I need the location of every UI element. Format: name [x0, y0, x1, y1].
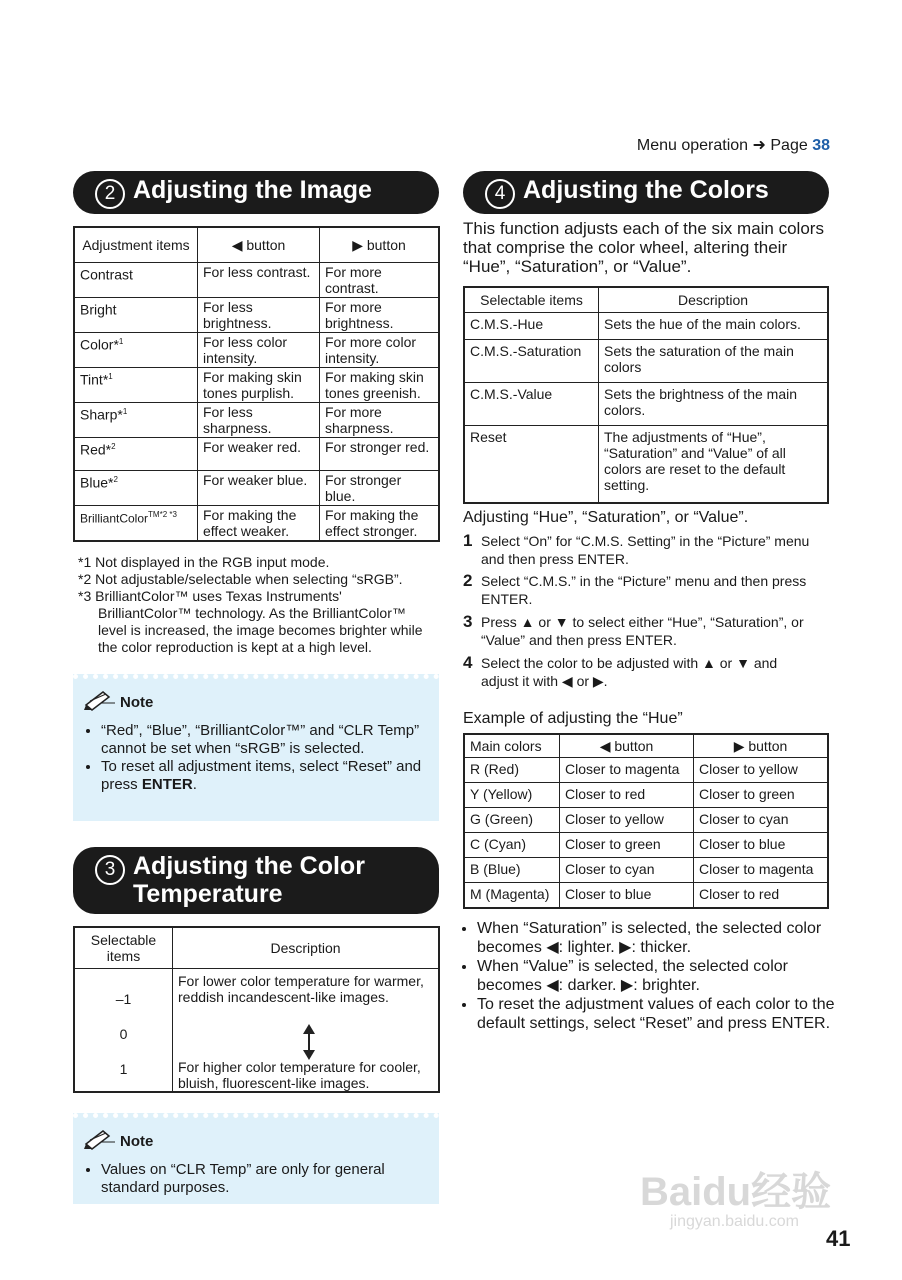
- table-row: [464, 426, 828, 504]
- section-heading-adjusting-image: [73, 171, 439, 214]
- footnote: *3 BrilliantColor™ uses Texas Instruments' BrilliantColor™ technology. As the BrilliantColor™ level is increased, the image becomes brighter while the color reproduction is kept at a high level.: [78, 588, 423, 655]
- note-item: • To reset all adjustment items, select “Reset” and press ENTER.: [101, 758, 429, 794]
- tip-item: • When “Value” is selected, the selected color becomes ◀: darker. ▶: brighter.: [477, 957, 845, 995]
- table-row: [464, 858, 828, 883]
- steps-title: Adjusting “Hue”, “Saturation”, or “Value”.: [463, 509, 749, 526]
- table-row: [74, 298, 439, 333]
- intro-text: This function adjusts each of the six main colors that comprise the color wheel, altering their “Hue”, “Saturation”, or “Value”.: [463, 219, 824, 276]
- table-cell: Closer to blue: [560, 883, 694, 909]
- table-cell: Closer to red: [560, 783, 694, 808]
- table-row: [74, 438, 439, 471]
- desc-low: For lower color temperature for warmer, reddish incandescent-like images.: [178, 973, 424, 1005]
- cell-item: Sharp*$^1$: [74, 403, 198, 438]
- table-row: [74, 263, 439, 298]
- cell-left: For less contrast.: [198, 263, 320, 298]
- table-cell: B (Blue): [464, 858, 560, 883]
- table-row: [74, 403, 439, 438]
- table-cell: Closer to magenta: [694, 858, 829, 883]
- table-cell: Closer to green: [560, 833, 694, 858]
- section-title: Adjusting the Colors: [523, 176, 769, 204]
- footnote: *1 Not displayed in the RGB input mode.: [78, 554, 330, 570]
- table-row: [74, 506, 439, 542]
- table-header: Selectable items: [74, 927, 173, 969]
- table-cell: Closer to red: [694, 883, 829, 909]
- table-header-row: [74, 227, 439, 263]
- step-text: Select “C.M.S.” in the “Picture” menu and then press ENTER.: [481, 573, 807, 607]
- section-number: 3: [95, 855, 125, 885]
- table-cell: G (Green): [464, 808, 560, 833]
- table-cell: Y (Yellow): [464, 783, 560, 808]
- step-number: 2: [463, 571, 473, 590]
- tip-item: • To reset the adjustment values of each color to the default settings, select “Reset” and press ENTER.: [477, 995, 845, 1033]
- cell-left: For less color intensity.: [198, 333, 320, 368]
- cell-item: Blue*$^2$: [74, 471, 198, 506]
- table-cell: Closer to yellow: [694, 758, 829, 783]
- table-row: [464, 758, 828, 783]
- step-text: Press ▲ or ▼ to select either “Hue”, “Saturation”, or “Value” and then press ENTER.: [481, 614, 804, 648]
- section-heading-color-temperature: [73, 847, 439, 914]
- cell-left: For making the effect weaker.: [198, 506, 320, 542]
- table-header: Main colors: [464, 734, 560, 758]
- cell-left: For less brightness.: [198, 298, 320, 333]
- cell-right: For more sharpness.: [320, 403, 440, 438]
- cell-item: Red*$^2$: [74, 438, 198, 471]
- cell-item: Color*$^1$: [74, 333, 198, 368]
- cell-item: BrilliantColor$^{TM*2 *3}$: [74, 506, 198, 542]
- footnote: *2 Not adjustable/selectable when selecting “sRGB”.: [78, 571, 403, 587]
- up-down-arrow-icon: [303, 1024, 315, 1063]
- table-row: [464, 340, 828, 383]
- section-number: 4: [485, 179, 515, 209]
- cell-right: For more brightness.: [320, 298, 440, 333]
- desc-high: For higher color temperature for cooler, bluish, fluorescent-like images.: [178, 1059, 421, 1091]
- table-row: [74, 969, 439, 1093]
- step-item: [463, 572, 813, 608]
- cell-left: For less sharpness.: [198, 403, 320, 438]
- cell-left: For weaker red.: [198, 438, 320, 471]
- pencil-icon: [83, 1128, 117, 1155]
- cell-desc: Sets the hue of the main colors.: [599, 313, 829, 340]
- table-header-row: [464, 287, 828, 313]
- tip-item: • When “Saturation” is selected, the selected color becomes ◀: lighter. ▶: thicker.: [477, 919, 845, 957]
- cell-item: Contrast: [74, 263, 198, 298]
- table-header: ▶ button: [694, 734, 829, 758]
- cell-left: For weaker blue.: [198, 471, 320, 506]
- cell-right: For making the effect stronger.: [320, 506, 440, 542]
- image-adjustment-table: [73, 226, 440, 542]
- temp-item: 1: [119, 1061, 128, 1077]
- cell-item: Tint*$^1$: [74, 368, 198, 403]
- page-ref-link[interactable]: 38: [812, 137, 830, 154]
- cell-item: Reset: [464, 426, 599, 504]
- table-header: ◀ button: [198, 227, 320, 263]
- watermark-logo: Baidu经验: [640, 1170, 832, 1214]
- section-number: 2: [95, 179, 125, 209]
- table-header: Selectable items: [464, 287, 599, 313]
- cell-item: C.M.S.-Hue: [464, 313, 599, 340]
- cell-right: For stronger red.: [320, 438, 440, 471]
- table-row: [464, 883, 828, 909]
- table-header-row: [74, 927, 439, 969]
- table-header: Description: [599, 287, 829, 313]
- table-header: ◀ button: [560, 734, 694, 758]
- section-title: Adjusting the Image: [133, 176, 372, 204]
- cell-right: For more color intensity.: [320, 333, 440, 368]
- table-cell: Closer to cyan: [694, 808, 829, 833]
- cell-desc: Sets the saturation of the main colors: [599, 340, 829, 383]
- note-box: [73, 1113, 439, 1204]
- table-row: [464, 383, 828, 426]
- table-row: [464, 313, 828, 340]
- step-item: [463, 532, 813, 568]
- page-number: 41: [826, 1226, 851, 1251]
- step-item: [463, 654, 813, 690]
- cell-right: For more contrast.: [320, 263, 440, 298]
- example-title: Example of adjusting the “Hue”: [463, 710, 683, 727]
- menu-operation-ref: [637, 135, 830, 155]
- note-box: [73, 674, 439, 821]
- color-temperature-table: [73, 926, 440, 1093]
- table-header: ▶ button: [320, 227, 440, 263]
- section-title: Adjusting the Color Temperature: [133, 852, 365, 908]
- menu-operation-label: Menu operation ➜ Page: [636, 137, 808, 154]
- step-number: 1: [463, 531, 473, 550]
- table-cell: Closer to yellow: [560, 808, 694, 833]
- tips-list: [463, 919, 845, 1033]
- table-row: [464, 783, 828, 808]
- temp-item: –1: [115, 991, 132, 1007]
- table-cell: Closer to cyan: [560, 858, 694, 883]
- table-header: Description: [173, 927, 440, 969]
- table-cell: M (Magenta): [464, 883, 560, 909]
- table-row: [74, 471, 439, 506]
- table-header-row: [464, 734, 828, 758]
- temp-item: 0: [119, 1026, 128, 1042]
- hue-example-table: [463, 733, 829, 909]
- cell-item: C.M.S.-Saturation: [464, 340, 599, 383]
- cms-table: [463, 286, 829, 504]
- step-number: 3: [463, 612, 473, 631]
- footnotes: [78, 554, 438, 656]
- cell-left: For making skin tones purplish.: [198, 368, 320, 403]
- table-header: Adjustment items: [74, 227, 198, 263]
- table-row: [464, 808, 828, 833]
- step-item: [463, 613, 813, 649]
- note-item: • Values on “CLR Temp” are only for general standard purposes.: [101, 1161, 429, 1197]
- section-heading-adjusting-colors: [463, 171, 829, 214]
- note-item: • “Red”, “Blue”, “BrilliantColor™” and “CLR Temp” cannot be set when “sRGB” is selected.: [101, 722, 429, 758]
- table-row: [464, 833, 828, 858]
- cell-right: For stronger blue.: [320, 471, 440, 506]
- table-cell: Closer to green: [694, 783, 829, 808]
- table-cell: C (Cyan): [464, 833, 560, 858]
- cell-desc: Sets the brightness of the main colors.: [599, 383, 829, 426]
- table-row: [74, 368, 439, 403]
- cell-item: C.M.S.-Value: [464, 383, 599, 426]
- cell-right: For making skin tones greenish.: [320, 368, 440, 403]
- cell-desc: The adjustments of “Hue”, “Saturation” and “Value” of all colors are reset to the default setting.: [599, 426, 829, 504]
- table-cell: Closer to blue: [694, 833, 829, 858]
- cell-item: Bright: [74, 298, 198, 333]
- pencil-icon: [83, 689, 117, 716]
- step-number: 4: [463, 653, 473, 672]
- table-cell: Closer to magenta: [560, 758, 694, 783]
- step-text: Select the color to be adjusted with ▲ or ▼ and adjust it with ◀ or ▶.: [481, 655, 778, 689]
- table-cell: R (Red): [464, 758, 560, 783]
- step-text: Select “On” for “C.M.S. Setting” in the “Picture” menu and then press ENTER.: [481, 533, 810, 567]
- table-row: [74, 333, 439, 368]
- watermark-url: jingyan.baidu.com: [670, 1213, 799, 1230]
- note-title: Note: [83, 689, 429, 716]
- note-title: Note: [83, 1128, 429, 1155]
